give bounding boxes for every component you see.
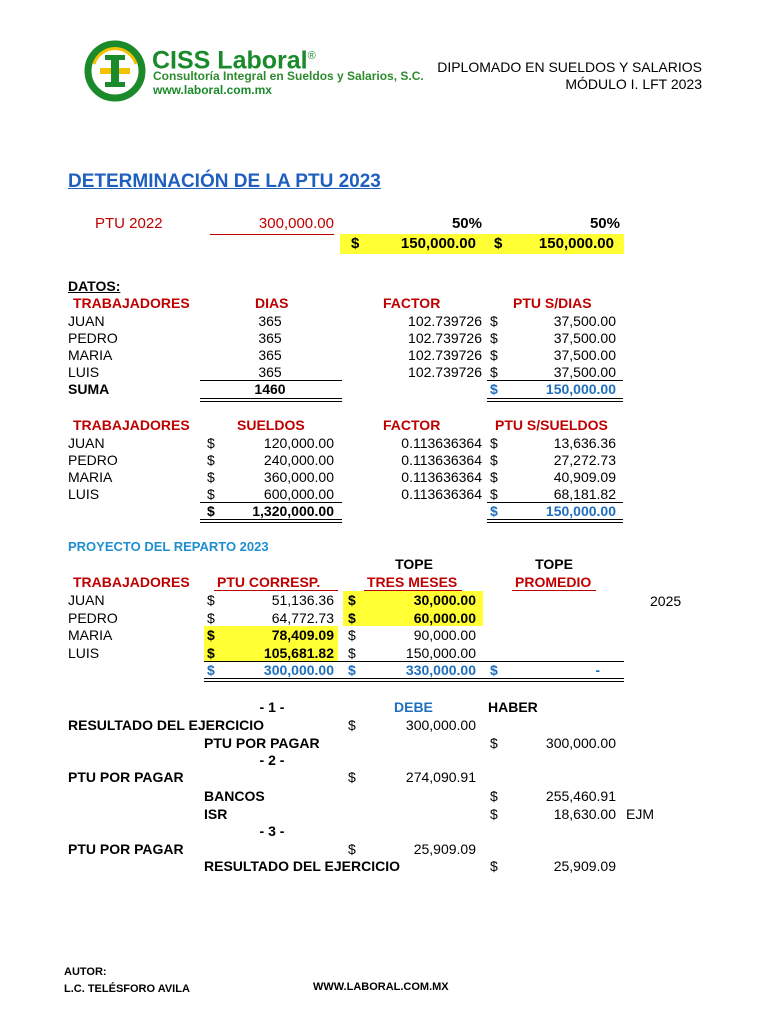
entry-3-credit-account: RESULTADO DEL EJERCICIO	[204, 858, 401, 874]
sueldos-row-factor: 0.113636364	[401, 452, 482, 468]
sueldos-header-factor: FACTOR	[383, 417, 441, 433]
datos-row-ptu: 37,500.00	[553, 364, 616, 380]
sueldos-row-name: LUIS	[68, 486, 100, 502]
reparto-total-tope: 330,000.00	[405, 662, 476, 678]
entry-2-credit-account: BANCOS	[204, 788, 265, 804]
entry-2-credit-2-cur: $	[490, 806, 498, 822]
datos-row-dias: 365	[258, 330, 282, 346]
entry-3-debit-account: PTU POR PAGAR	[68, 841, 184, 857]
sueldos-row-sueldo: 120,000.00	[263, 435, 334, 451]
reparto-total-cur: $	[207, 662, 215, 678]
reparto-total-cur2: $	[348, 662, 356, 678]
sueldos-row-cur2: $	[490, 435, 498, 451]
entry-1-number: - 1 -	[259, 699, 285, 715]
brand-logo	[84, 40, 146, 102]
datos-header-factor: FACTOR	[383, 295, 441, 311]
datos-header-dias: DIAS	[255, 295, 289, 311]
brand-url: www.laboral.com.mx	[153, 83, 272, 97]
sueldos-row-cur2: $	[490, 486, 498, 502]
ptu-pct-1: 50%	[451, 215, 482, 232]
reparto-row-tope: 150,000.00	[405, 645, 476, 661]
sueldos-row-factor: 0.113636364	[401, 469, 482, 485]
course-title: DIPLOMADO EN SUELDOS Y SALARIOS	[437, 59, 702, 75]
reparto-row-name: JUAN	[68, 592, 105, 608]
sueldos-row-name: PEDRO	[68, 452, 118, 468]
reparto-row-ptu: 105,681.82	[263, 645, 334, 661]
debe-header: DEBE	[394, 699, 433, 715]
sueldos-row-cur2: $	[490, 452, 498, 468]
sueldos-row-cur: $	[207, 452, 215, 468]
datos-row-name: LUIS	[68, 364, 100, 380]
reparto-row-cur2: $	[348, 610, 356, 626]
reparto-row-name: LUIS	[68, 645, 100, 661]
reparto-row-tope: 90,000.00	[413, 627, 476, 643]
datos-heading: DATOS:	[68, 278, 121, 294]
reparto-total-cur3: $	[490, 662, 498, 678]
reparto-row-ptu: 64,772.73	[271, 610, 334, 626]
datos-row-dias: 365	[258, 347, 282, 363]
sueldos-row-ptu: 40,909.09	[553, 469, 616, 485]
entry-2-credit-2: 18,630.00	[553, 806, 616, 822]
sueldos-total-ptu: 150,000.00	[545, 503, 616, 519]
entry-1-credit-account: PTU POR PAGAR	[204, 735, 320, 751]
datos-sum-dias: 1460	[254, 381, 286, 397]
datos-row-dias: 365	[258, 364, 282, 380]
datos-row-factor: 102.739726	[408, 313, 482, 329]
reparto-row-name: MARIA	[68, 627, 113, 643]
reparto-row-cur2: $	[348, 645, 356, 661]
entry-1-credit-cur: $	[490, 735, 498, 751]
datos-row-name: MARIA	[68, 347, 113, 363]
brand-registered-mark: ®	[307, 50, 316, 62]
reparto-row-tope: 30,000.00	[413, 592, 476, 608]
haber-header: HABER	[488, 699, 538, 715]
reparto-side-note: 2025	[650, 593, 682, 609]
entry-3-debit: 25,909.09	[413, 841, 476, 857]
ptu-pct-2: 50%	[589, 215, 620, 232]
reparto-total-promedio: -	[595, 662, 600, 678]
sueldos-row-ptu: 27,272.73	[553, 452, 616, 468]
datos-row-ptu: 37,500.00	[553, 347, 616, 363]
sueldos-row-cur: $	[207, 486, 215, 502]
datos-header-trabajadores: TRABAJADORES	[73, 295, 190, 311]
reparto-heading: PROYECTO DEL REPARTO 2023	[68, 539, 269, 554]
reparto-row-cur2: $	[348, 592, 356, 608]
sueldos-header-ptu: PTU S/SUELDOS	[495, 417, 608, 433]
reparto-header-trabajadores: TRABAJADORES	[73, 574, 190, 590]
datos-row-ptu: 37,500.00	[553, 313, 616, 329]
sueldos-row-cur: $	[207, 435, 215, 451]
ptu-amount: 300,000.00	[258, 215, 334, 232]
sueldos-row-ptu: 68,181.82	[553, 486, 616, 502]
reparto-row-cur2: $	[348, 627, 356, 643]
sueldos-row-sueldo: 600,000.00	[263, 486, 334, 502]
brand-tagline: Consultoría Integral en Sueldos y Salarios, S.C.	[153, 69, 424, 83]
datos-header-ptu: PTU S/DIAS	[513, 295, 592, 311]
sueldos-header-sueldos: SUELDOS	[237, 417, 305, 433]
author-name: L.C. TELÉSFORO AVILA	[64, 983, 190, 995]
reparto-tope-1-label: TOPE	[395, 556, 433, 572]
sueldos-row-sueldo: 360,000.00	[263, 469, 334, 485]
ptu-half-2-cur: $	[494, 235, 503, 252]
entry-3-number: - 3 -	[259, 823, 285, 839]
datos-row-name: PEDRO	[68, 330, 118, 346]
entry-1-credit: 300,000.00	[545, 735, 616, 751]
entry-2-debit: 274,090.91	[405, 769, 476, 785]
logo-emblem-icon	[84, 40, 146, 102]
reparto-row-ptu: 51,136.36	[271, 592, 334, 608]
datos-sum-cur: $	[490, 381, 498, 397]
datos-row-ptu: 37,500.00	[553, 330, 616, 346]
reparto-row-name: PEDRO	[68, 610, 118, 626]
reparto-tope-2-label: TOPE	[535, 556, 573, 572]
ptu-half-1-cur: $	[351, 235, 360, 252]
sueldos-row-ptu: 13,636.36	[553, 435, 616, 451]
datos-sum-label: SUMA	[68, 381, 110, 397]
sueldos-row-cur2: $	[490, 469, 498, 485]
entry-2-credit-2-account: ISR	[204, 806, 228, 822]
page-title: DETERMINACIÓN DE LA PTU 2023	[68, 171, 381, 192]
entry-1-debit-cur: $	[348, 717, 356, 733]
reparto-row-cur: $	[207, 610, 215, 626]
datos-row-dias: 365	[258, 313, 282, 329]
entry-2-debit-cur: $	[348, 769, 356, 785]
datos-row-cur: $	[490, 330, 498, 346]
entry-2-credit-2-note: EJM	[626, 806, 654, 822]
datos-row-factor: 102.739726	[408, 347, 482, 363]
ptu-half-2: 150,000.00	[538, 235, 614, 252]
ptu-label: PTU 2022	[95, 215, 163, 232]
sueldos-row-name: MARIA	[68, 469, 113, 485]
sueldos-row-factor: 0.113636364	[401, 486, 482, 502]
datos-sum-ptu: 150,000.00	[545, 381, 616, 397]
reparto-row-cur: $	[207, 645, 215, 661]
datos-row-cur: $	[490, 364, 498, 380]
reparto-row-ptu: 78,409.09	[271, 627, 334, 643]
entry-3-credit: 25,909.09	[553, 858, 616, 874]
entry-2-credit-cur: $	[490, 788, 498, 804]
entry-2-debit-account: PTU POR PAGAR	[68, 769, 184, 785]
sueldos-row-name: JUAN	[68, 435, 105, 451]
sueldos-total-cur2: $	[490, 503, 498, 519]
entry-3-debit-cur: $	[348, 841, 356, 857]
sueldos-row-factor: 0.113636364	[401, 435, 482, 451]
brand-name-text: CISS Laboral	[152, 46, 308, 75]
reparto-row-cur: $	[207, 592, 215, 608]
datos-row-cur: $	[490, 313, 498, 329]
reparto-header-promedio: PROMEDIO	[515, 574, 592, 590]
author-label: AUTOR:	[64, 966, 107, 978]
sueldos-total-cur: $	[207, 503, 215, 519]
datos-row-factor: 102.739726	[408, 364, 482, 380]
entry-2-credit: 255,460.91	[545, 788, 616, 804]
sueldos-row-sueldo: 240,000.00	[263, 452, 334, 468]
sueldos-header-trabajadores: TRABAJADORES	[73, 417, 190, 433]
ptu-half-1: 150,000.00	[400, 235, 476, 252]
reparto-header-ptu: PTU CORRESP.	[217, 574, 321, 590]
reparto-header-tres-meses: TRES MESES	[367, 574, 458, 590]
sueldos-total: 1,320,000.00	[252, 503, 334, 519]
entry-3-credit-cur: $	[490, 858, 498, 874]
reparto-row-tope: 60,000.00	[413, 610, 476, 626]
datos-row-name: JUAN	[68, 313, 105, 329]
footer-url: WWW.LABORAL.COM.MX	[313, 981, 449, 993]
reparto-row-cur: $	[207, 627, 215, 643]
entry-1-debit-account: RESULTADO DEL EJERCICIO	[68, 717, 265, 733]
entry-2-number: - 2 -	[259, 752, 285, 768]
course-module: MÓDULO I. LFT 2023	[565, 76, 702, 92]
entry-1-debit: 300,000.00	[405, 717, 476, 733]
datos-row-factor: 102.739726	[408, 330, 482, 346]
sueldos-row-cur: $	[207, 469, 215, 485]
reparto-total-ptu: 300,000.00	[263, 662, 334, 678]
datos-row-cur: $	[490, 347, 498, 363]
